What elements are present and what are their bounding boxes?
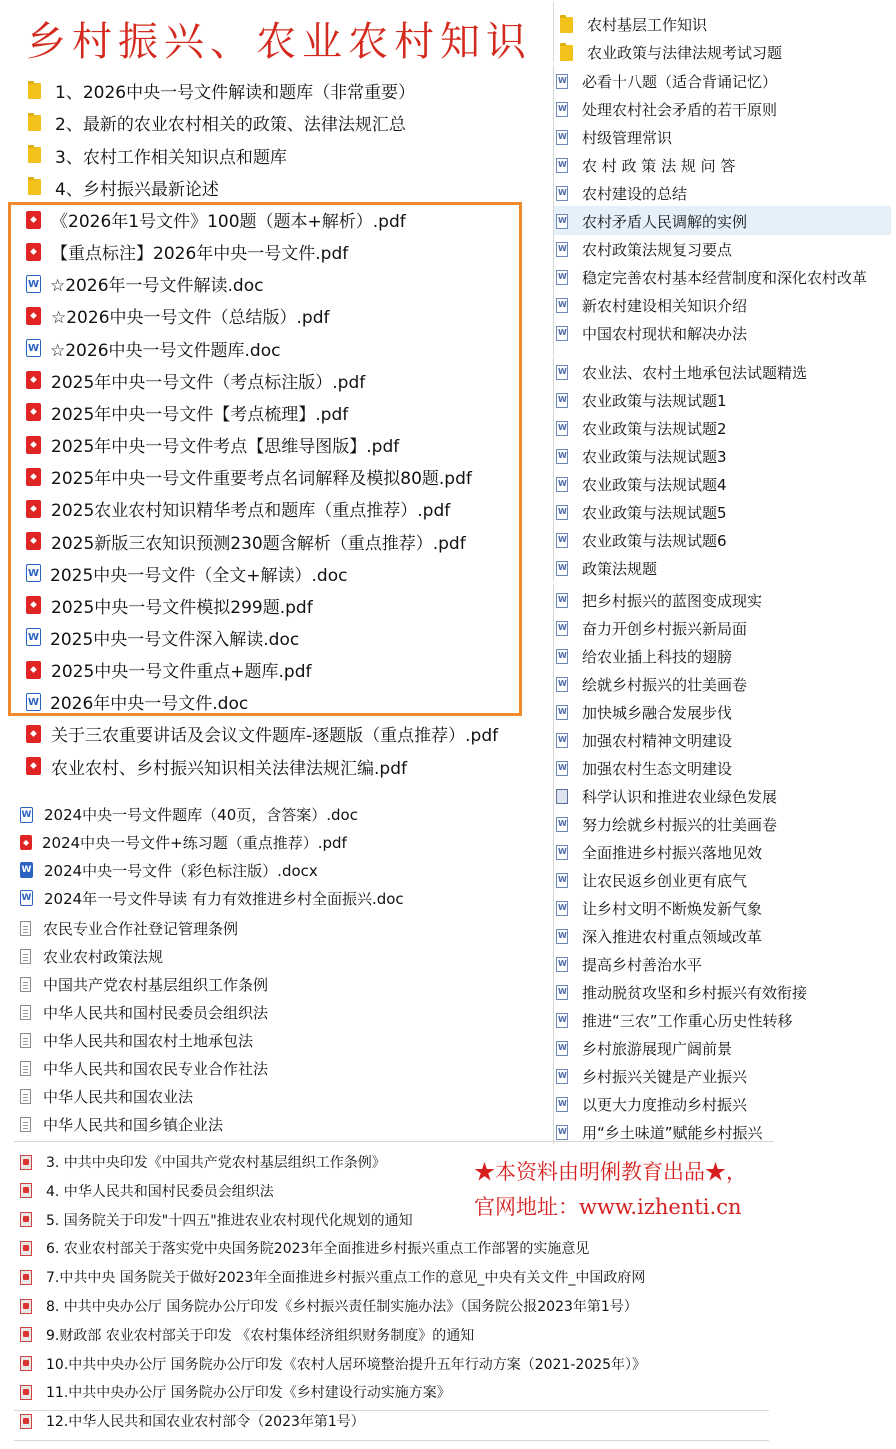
text-file-icon [20,1033,31,1048]
folder-item-label: 农村基层工作知识 [587,16,708,34]
file-item[interactable] [20,804,358,825]
doc-file-item[interactable] [556,474,727,495]
law-file-item[interactable] [20,974,268,995]
word-file-icon [556,1097,568,1112]
folder-icon [28,147,41,163]
file-item-label: 2025新版三农知识预测230题含解析（重点推荐）.pdf [51,533,466,554]
word-file-icon [556,817,568,832]
doc-file-item-label: 农业政策与法规试题2 [582,420,727,438]
folder-icon [560,45,573,61]
pdf-file-icon [20,1270,32,1285]
file-item-label: ☆2026年一号文件解读.doc [50,276,264,297]
doc-file-item-label: 村级管理常识 [582,129,673,147]
doc-file-item-label: 新农村建设相关知识介绍 [582,297,748,315]
doc-file-item[interactable] [556,183,687,204]
file-item-label: 2025年中央一号文件重要考点名词解释及模拟80题.pdf [51,469,472,490]
folder-item[interactable] [28,78,415,103]
numbered-doc-item-label: 8. 中共中央办公厅 国务院办公厅印发《乡村振兴责任制实施办法》（国务院公报2023年第1号） [46,1299,638,1315]
pdf-file-icon [20,1327,32,1342]
pdf-file-icon [20,1356,32,1371]
word-file-icon [556,873,568,888]
text-file-icon [20,1061,31,1076]
word-file-icon [556,74,568,89]
doc-file-item-label: 用“乡土味道”赋能乡村振兴 [582,1124,763,1142]
file-item-label: 关于三农重要讲话及会议文件题库-逐题版（重点推荐）.pdf [51,726,499,747]
doc-file-item-label: 全面推进乡村振兴落地见效 [582,844,763,862]
folder-item-label: 2、最新的农业农村相关的政策、法律法规汇总 [55,115,406,136]
doc-file-item-label: 绘就乡村振兴的壮美画卷 [582,676,748,694]
law-file-item-label: 中华人民共和国农业法 [43,1088,194,1106]
doc-file-icon: W [20,807,33,823]
page-title: 乡村振兴、农业农村知识 [26,19,532,65]
numbered-doc-item-label: 4. 中华人民共和国村民委员会组织法 [46,1183,274,1200]
doc-file-item-label: 农村政策法规复习要点 [582,241,733,259]
word-file-icon [556,326,568,341]
file-item-label: 2024年一号文件导读 有力有效推进乡村全面振兴.doc [44,889,404,908]
law-file-item-label: 中华人民共和国农村土地承包法 [43,1032,254,1050]
doc-file-item[interactable] [556,1066,747,1087]
numbered-doc-item[interactable] [20,1354,646,1374]
file-item-label: 2025中央一号文件重点+题库.pdf [51,662,312,683]
doc-file-item-label: 加强农村精神文明建设 [582,732,733,750]
word-file-icon [556,102,568,117]
folder-item-label: 4、乡村振兴最新论述 [55,179,219,200]
word-file-icon [556,242,568,257]
divider [14,1440,769,1441]
pdf-file-icon: ⬥ [26,725,41,743]
doc-file-item-label: 农业政策与法规试题3 [582,448,727,466]
word-file-icon [556,677,568,692]
pdf-file-icon: ⬥ [26,757,41,775]
folder-item-label: 3、农村工作相关知识点和题库 [55,147,287,168]
pdf-file-icon: ⬥ [26,532,41,550]
doc-file-item-label: 农业政策与法规试题4 [582,476,727,494]
doc-file-icon: W [26,275,41,293]
word-file-icon [556,761,568,776]
file-item-label: 2026年中央一号文件.doc [50,694,249,715]
pdf-file-icon: ⬥ [26,371,41,389]
doc-file-item[interactable] [556,814,777,835]
folder-icon [28,179,41,195]
doc-file-item-label: 农业政策与法规试题5 [582,504,727,522]
doc-file-item[interactable] [556,1038,732,1059]
divider [553,65,554,355]
doc-file-item[interactable] [556,1094,747,1115]
pdf-file-icon: ⬥ [26,661,41,679]
law-file-item[interactable] [20,1114,223,1135]
text-file-icon [20,1089,31,1104]
doc-file-item[interactable] [556,99,777,120]
word-file-icon [556,705,568,720]
file-item-label: 《2026年1号文件》100题（题本+解析）.pdf [51,212,406,232]
doc-file-item[interactable] [556,674,747,695]
pdf-file-icon [20,1183,32,1198]
numbered-doc-item-label: 7.中共中央 国务院关于做好2023年全面推进乡村振兴重点工作的意见_中央有关文件_中国政府网 [46,1270,646,1287]
divider [14,1410,769,1411]
doc-file-item-label: 处理农村社会矛盾的若干原则 [582,101,778,119]
numbered-doc-item[interactable] [20,1210,413,1230]
doc-file-item[interactable] [556,926,762,947]
doc-file-item-label: 农村建设的总结 [582,185,688,203]
folder-icon [28,115,41,131]
numbered-doc-item-label: 11.中共中央办公厅 国务院办公厅印发《乡村建设行动实施方案》 [46,1385,451,1402]
file-item-label: 2025年中央一号文件考点【思维导图版】.pdf [51,437,400,458]
doc-file-item[interactable] [556,786,777,807]
doc-file-item[interactable] [556,323,747,344]
word-file-icon [556,449,568,464]
pdf-file-icon [20,1414,32,1429]
file-item[interactable] [20,832,347,853]
doc-file-item[interactable] [556,530,727,551]
file-item-label: 2025中央一号文件模拟299题.pdf [51,597,313,618]
word-file-icon [556,186,568,201]
doc-file-item[interactable] [556,446,727,467]
numbered-doc-item-label: 6. 农业农村部关于落实党中央国务院2023年全面推进乡村振兴重点工作部署的实施意见 [46,1241,590,1258]
doc-file-item[interactable] [556,618,747,639]
word-file-icon [556,477,568,492]
file-item[interactable] [26,529,466,554]
doc-file-item-label: 让乡村文明不断焕发新气象 [582,900,763,918]
file-item-label: 【重点标注】2026年中央一号文件.pdf [51,244,349,265]
doc-file-item-label: 把乡村振兴的蓝图变成现实 [582,592,763,610]
file-item-label: 2024中央一号文件（彩色标注版）.docx [44,861,318,880]
file-item[interactable] [26,754,407,779]
doc-file-item-label: 以更大力度推动乡村振兴 [582,1096,748,1114]
doc-file-item-label: 乡村振兴关键是产业振兴 [582,1068,748,1086]
doc-file-icon: W [26,339,41,357]
numbered-doc-item[interactable] [20,1296,638,1316]
word-file-icon [556,365,568,380]
file-item-label: 2025年中央一号文件（考点标注版）.pdf [51,372,366,393]
word-file-icon [556,929,568,944]
promo-line-2: 官网地址：www.izhenti.cn [474,1195,742,1219]
word-file-icon [556,845,568,860]
doc-file-item[interactable] [556,155,735,176]
doc-file-item[interactable] [556,502,727,523]
folder-item[interactable] [28,175,219,200]
numbered-doc-item[interactable] [20,1181,274,1201]
doc-file-item[interactable] [556,1010,793,1031]
file-item-label: 2025中央一号文件深入解读.doc [50,629,300,650]
doc-file-item-label: 农村矛盾人民调解的实例 [582,213,748,231]
promo-line-1: ★本资料由明俐教育出品★， [474,1160,747,1184]
law-file-item-label: 中华人民共和国农民专业合作社法 [43,1060,269,1078]
file-item-label: 2024中央一号文件+练习题（重点推荐）.pdf [42,833,347,852]
file-item[interactable] [26,593,313,618]
law-file-item[interactable] [20,918,238,939]
file-item[interactable] [20,860,318,881]
doc-file-item-label: 农业政策与法规试题6 [582,532,727,550]
doc-file-item-label: 加快城乡融合发展步伐 [582,704,733,722]
file-item[interactable] [26,496,450,521]
folder-icon [28,83,41,99]
doc-file-item-label: 政策法规题 [582,560,658,578]
pdf-file-icon [20,1241,32,1256]
file-item-label: 2025年中央一号文件【考点梳理】.pdf [51,404,349,425]
word-file-icon [556,561,568,576]
law-file-item[interactable] [20,1058,268,1079]
file-item[interactable] [26,239,348,264]
law-file-item-label: 中华人民共和国乡镇企业法 [43,1116,224,1134]
law-file-item[interactable] [20,946,163,967]
word-file-icon [556,298,568,313]
doc-file-item-label: 推进“三农”工作重心历史性转移 [582,1012,793,1030]
pdf-file-icon: ⬥ [20,835,32,850]
doc-file-item-label: 乡村旅游展现广阔前景 [582,1040,733,1058]
doc-file-icon: W [26,564,41,582]
word-file-icon [556,957,568,972]
doc-file-item[interactable] [556,390,727,411]
file-item[interactable] [20,888,404,909]
doc-file-item-label: 推动脱贫攻坚和乡村振兴有效衔接 [582,984,808,1002]
numbered-doc-item[interactable] [20,1325,474,1345]
word-file-icon [556,985,568,1000]
law-file-item[interactable] [20,1030,253,1051]
word-file-icon [556,1013,568,1028]
pdf-file-icon: ⬥ [26,307,41,325]
law-file-item[interactable] [20,1002,268,1023]
doc-file-item[interactable] [556,758,732,779]
numbered-doc-item[interactable] [20,1382,451,1402]
doc-file-item[interactable] [556,842,762,863]
folder-item[interactable] [560,14,707,35]
word-file-icon [556,214,568,229]
text-file-icon [20,977,31,992]
numbered-doc-item-label: 9.财政部 农业农村部关于印发 《农村集体经济组织财务制度》的通知 [46,1327,475,1344]
word-file-icon [556,158,568,173]
numbered-doc-item[interactable] [20,1238,589,1258]
doc-file-item-label: 稳定完善农村基本经营制度和深化农村改革 [582,269,868,287]
pdf-file-icon [20,1299,32,1314]
pdf-file-icon [20,1385,32,1400]
doc-file-item[interactable] [556,590,762,611]
doc-file-item[interactable] [556,211,747,232]
word-file-icon [556,789,568,804]
doc-file-item[interactable] [556,646,732,667]
pdf-file-icon: ⬥ [26,596,41,614]
doc-file-icon: W [26,628,41,646]
text-file-icon [20,949,31,964]
pdf-file-icon: ⬥ [26,468,41,486]
file-item[interactable] [26,400,348,425]
pdf-file-icon [20,1155,32,1170]
doc-file-item-label: 农业法、农村土地承包法试题精选 [582,364,808,382]
doc-file-item[interactable] [556,362,807,383]
divider [553,584,554,1144]
numbered-doc-item[interactable] [20,1152,386,1172]
doc-file-item[interactable] [556,295,747,316]
pdf-file-icon: ⬥ [26,243,41,261]
file-item[interactable] [26,721,498,746]
numbered-doc-item-label: 10.中共中央办公厅 国务院办公厅印发《农村人居环境整治提升五年行动方案（2021-2025年）》 [46,1356,647,1373]
doc-file-item[interactable] [556,127,672,148]
doc-file-icon: W [26,693,41,711]
file-item-label: 2025农业农村知识精华考点和题库（重点推荐）.pdf [51,501,451,522]
divider [553,356,554,581]
divider [553,2,554,62]
doc-file-item-label: 努力绘就乡村振兴的壮美画卷 [582,816,778,834]
file-item[interactable] [26,464,472,489]
doc-file-item-label: 提高乡村善治水平 [582,956,703,974]
file-item[interactable] [26,207,406,232]
doc-file-item-label: 必看十八题（适合背诵记忆） [582,73,778,91]
word-file-icon [556,621,568,636]
word-file-icon [556,270,568,285]
numbered-doc-item-label: 3. 中共中央印发《中国共产党农村基层组织工作条例》 [46,1155,386,1171]
law-file-item-label: 农业农村政策法规 [43,948,164,966]
numbered-doc-item[interactable] [20,1411,365,1431]
word-file-icon [556,649,568,664]
law-file-item-label: 中华人民共和国村民委员会组织法 [43,1004,269,1022]
doc-file-item[interactable] [556,954,702,975]
doc-file-item[interactable] [556,702,732,723]
doc-file-item[interactable] [556,267,867,288]
doc-file-item-label: 农业政策与法规试题1 [582,392,727,410]
doc-file-item[interactable] [556,1122,763,1143]
folder-icon [560,17,573,33]
file-item-label: 2024中央一号文件题库（40页，含答案）.doc [44,806,358,824]
file-item-label: 2025中央一号文件（全文+解读）.doc [50,565,348,586]
word-file-icon [556,1125,568,1140]
doc-file-item-label: 科学认识和推进农业绿色发展 [582,788,778,806]
law-file-item[interactable] [20,1086,193,1107]
doc-file-item-label: 农 村 政 策 法 规 问 答 [582,157,736,175]
file-item[interactable] [26,625,299,650]
folder-item[interactable] [28,143,287,168]
file-item[interactable] [26,657,311,682]
folder-item-label: 1、2026中央一号文件解读和题库（非常重要） [55,83,416,103]
file-item[interactable] [26,561,347,586]
word-file-icon [556,421,568,436]
law-file-item-label: 中国共产党农村基层组织工作条例 [43,976,269,994]
doc-file-item[interactable] [556,418,727,439]
doc-file-item[interactable] [556,71,777,92]
doc-file-item[interactable] [556,982,807,1003]
file-item[interactable] [26,368,365,393]
file-item[interactable] [26,303,329,328]
word-file-icon [556,130,568,145]
doc-file-item-label: 奋力开创乡村振兴新局面 [582,620,748,638]
doc-file-item-label: 加强农村生态文明建设 [582,760,733,778]
text-file-icon [20,921,31,936]
numbered-doc-item[interactable] [20,1267,645,1287]
pdf-file-icon [20,1212,32,1227]
word-file-icon [556,593,568,608]
pdf-file-icon: ⬥ [26,436,41,454]
file-item[interactable] [26,689,248,714]
law-file-item-label: 农民专业合作社登记管理条例 [43,920,239,938]
file-item[interactable] [26,336,280,361]
file-item[interactable] [26,432,399,457]
docx-file-icon: W [20,862,33,878]
word-file-icon [556,1069,568,1084]
numbered-doc-item-label: 5. 国务院关于印发"十四五"推进农业农村现代化规划的通知 [46,1212,413,1229]
folder-item[interactable] [560,42,782,63]
pdf-file-icon: ⬥ [26,403,41,421]
word-file-icon [556,393,568,408]
file-item-label: ☆2026中央一号文件（总结版）.pdf [51,308,330,329]
word-file-icon [556,901,568,916]
word-file-icon [556,733,568,748]
file-item-label: ☆2026中央一号文件题库.doc [50,340,281,361]
doc-file-icon: W [20,890,33,906]
doc-file-item[interactable] [556,898,762,919]
folder-item-label: 农业政策与法律法规考试习题 [587,44,783,62]
word-file-icon [556,533,568,548]
folder-item[interactable] [28,110,406,135]
doc-file-item-label: 中国农村现状和解决办法 [582,325,748,343]
pdf-file-icon: ⬥ [26,211,41,229]
promo-text [474,1155,747,1225]
numbered-doc-item-label: 12.中华人民共和国农业农村部令（2023年第1号） [46,1414,365,1431]
pdf-file-icon: ⬥ [26,500,41,518]
file-item-label: 农业农村、乡村振兴知识相关法律法规汇编.pdf [51,758,407,779]
file-item[interactable] [26,271,263,296]
word-file-icon [556,1041,568,1056]
doc-file-item[interactable] [556,730,732,751]
doc-file-item-label: 让农民返乡创业更有底气 [582,872,748,890]
word-file-icon [556,505,568,520]
text-file-icon [20,1117,31,1132]
doc-file-item[interactable] [556,558,657,579]
doc-file-item[interactable] [556,870,747,891]
doc-file-item[interactable] [556,239,732,260]
text-file-icon [20,1005,31,1020]
doc-file-item-label: 给农业插上科技的翅膀 [582,648,733,666]
doc-file-item-label: 深入推进农村重点领域改革 [582,928,763,946]
